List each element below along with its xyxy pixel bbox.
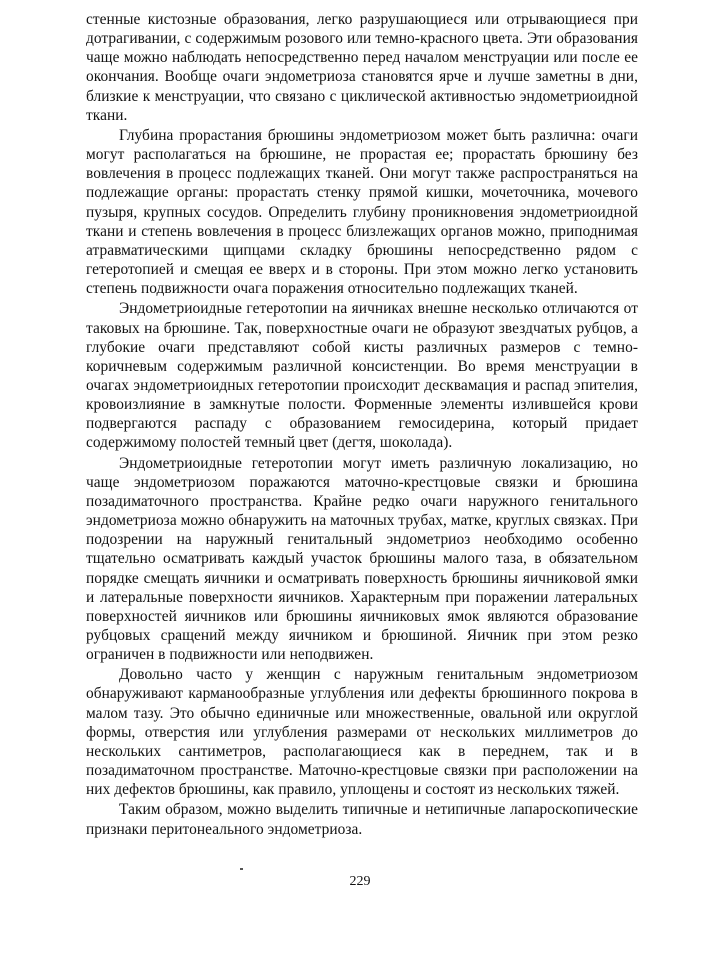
paragraph-6: Таким образом, можно выделить типичные и нетипичные лапароскопические признаки перитонеального эндометриоза.: [86, 801, 638, 838]
scan-speck: [240, 868, 243, 870]
paragraph-3: Эндометриоидные гетеротопии на яичниках внешне несколько отличаются от таковых на брюшине. Так, поверхностные очаги не образуют звездчатых рубцов, а глубокие очаги представляют собой кисты различных размеров с темно-коричневым содержимым различной консистенции. Во время менструации в очагах эндометриоидных гетеротопии происходит десквамация и распад эпителия, кровоизлияние в замкнутые полости. Форменные элементы излившейся крови подвергаются распаду с образованием гемосидерина, который придает содержимому полостей темный цвет (дегтя, шоколада).: [86, 300, 638, 452]
page-number: 229: [349, 874, 371, 889]
paragraph-2: Глубина прорастания брюшины эндометриозом может быть различна: очаги могут располагаться на брюшине, не прорастая ее; прорастать брюшину без вовлечения в процесс подлежащих тканей. Они могут также распространяться на подлежащие органы: прорастать стенку прямой кишки, мочеточника, мочевого пузыря, крупных сосудов. Определить глубину проникновения эндометриоидной ткани и степень вовлечения в процесс близлежащих органов можно, приподнимая атравматическими щипцами складку брюшины непосредственно рядом с гетеротопией и смещая ее вверх и в стороны. При этом можно легко установить степень подвижности очага поражения относительно подлежащих тканей.: [86, 126, 638, 298]
body-text: [86, 10, 638, 839]
paragraph-1: стенные кистозные образования, легко разрушающиеся или отрывающиеся при дотрагивании, с содержимым розового или темно-красного цвета. Эти образования чаще можно наблюдать непосредственно перед началом менструации или после ее окончания. Вообще очаги эндометриоза становятся ярче и лучше заметны в дни, близкие к менструации, что связано с циклической активностью эндометриоидной ткани.: [86, 11, 638, 124]
paragraph-5: Довольно часто у женщин с наружным генитальным эндометриозом обнаруживают карманообразные углубления или дефекты брюшинного покрова в малом тазу. Это обычно единичные или множественные, овальной или округлой формы, отверстия или углубления размерами от нескольких миллиметров до нескольких сантиметров, располагающиеся как в переднем, так и в позадиматочном пространстве. Маточно-крестцовые связки при расположении на них дефектов брюшины, как правило, уплощены и состоят из нескольких тяжей.: [86, 666, 638, 799]
paragraph-4: Эндометриоидные гетеротопии могут иметь различную локализацию, но чаще эндометриозом поражаются маточно-крестцовые связки и брюшина позадиматочного пространства. Крайне редко очаги наружного генитального эндометриоза можно обнаружить на маточных трубах, матке, круглых связках. При подозрении на наружный генитальный эндометриоз необходимо особенно тщательно осматривать каждый участок брюшины малого таза, в обязательном порядке смещать яичники и осматривать поверхность брюшины яичниковой ямки и латеральные поверхности яичников. Характерным при поражении латеральных поверхностей яичников или брюшины яичниковых ямок являются образование рубцовых сращений между яичником и брюшиной. Яичник при этом резко ограничен в подвижности или неподвижен.: [86, 454, 638, 664]
